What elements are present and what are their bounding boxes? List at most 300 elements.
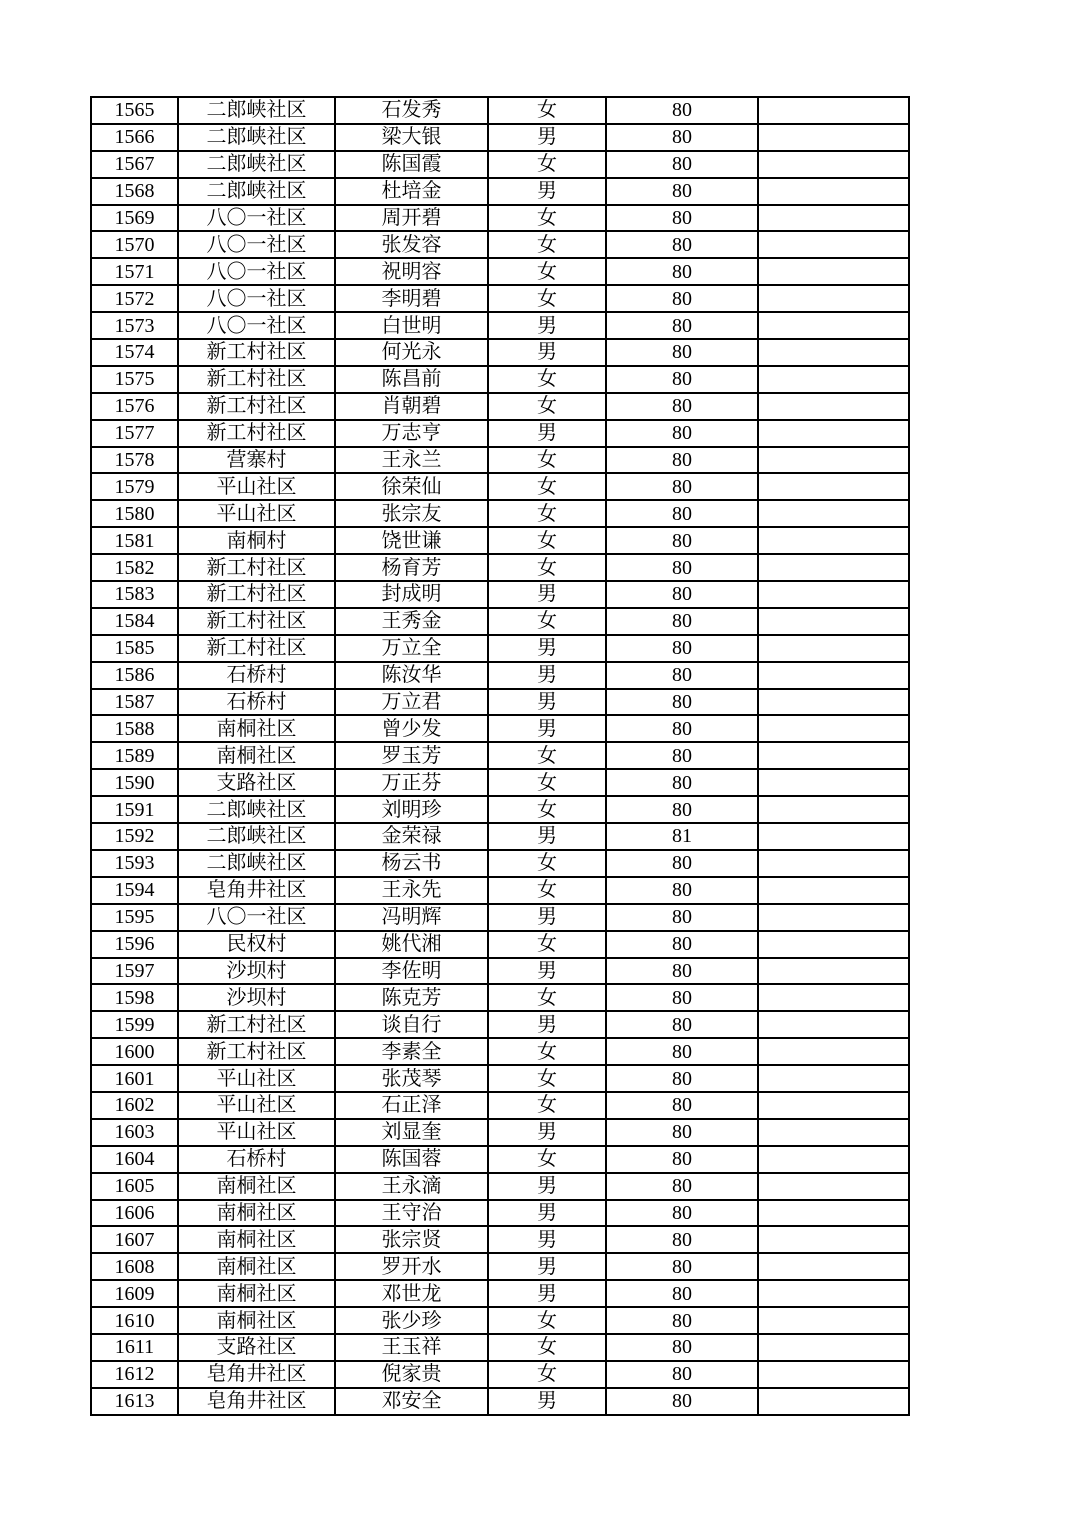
cell-gender: 男 [488,958,606,985]
cell-name: 王永先 [335,877,488,904]
cell-age: 80 [606,796,758,823]
cell-community: 支路社区 [178,769,335,796]
cell-age: 80 [606,662,758,689]
table-row [91,662,909,689]
cell-name: 陈克芳 [335,984,488,1011]
cell-age: 80 [606,1253,758,1280]
cell-name: 罗开水 [335,1253,488,1280]
cell-gender: 男 [488,339,606,366]
cell-name: 封成明 [335,581,488,608]
cell-id: 1603 [91,1119,178,1146]
cell-community: 二郎峡社区 [178,796,335,823]
cell-age: 80 [606,904,758,931]
cell-gender: 男 [488,1200,606,1227]
table-row [91,984,909,1011]
cell-age: 80 [606,1173,758,1200]
cell-age: 80 [606,151,758,178]
cell-note [758,635,909,662]
cell-community: 新工村社区 [178,1038,335,1065]
cell-note [758,527,909,554]
cell-note [758,689,909,716]
cell-community: 南桐社区 [178,742,335,769]
table-row [91,931,909,958]
cell-gender: 女 [488,285,606,312]
cell-gender: 男 [488,1226,606,1253]
table-row [91,635,909,662]
cell-id: 1595 [91,904,178,931]
table-row [91,1253,909,1280]
cell-age: 80 [606,769,758,796]
cell-community: 支路社区 [178,1334,335,1361]
cell-id: 1584 [91,608,178,635]
cell-note [758,877,909,904]
table-row [91,1119,909,1146]
cell-community: 八〇一社区 [178,285,335,312]
cell-gender: 男 [488,1280,606,1307]
table-row [91,447,909,474]
cell-community: 民权村 [178,931,335,958]
cell-gender: 女 [488,877,606,904]
cell-age: 80 [606,1065,758,1092]
cell-age: 80 [606,1038,758,1065]
cell-id: 1577 [91,420,178,447]
cell-note [758,1146,909,1173]
cell-gender: 男 [488,904,606,931]
cell-name: 曾少发 [335,715,488,742]
cell-name: 石发秀 [335,97,488,124]
cell-id: 1590 [91,769,178,796]
cell-name: 周开碧 [335,205,488,232]
cell-id: 1604 [91,1146,178,1173]
cell-community: 平山社区 [178,473,335,500]
cell-community: 皂角井社区 [178,1361,335,1388]
cell-age: 80 [606,420,758,447]
cell-age: 80 [606,554,758,581]
cell-id: 1602 [91,1092,178,1119]
cell-name: 陈昌前 [335,366,488,393]
cell-name: 张宗贤 [335,1226,488,1253]
table-row [91,1307,909,1334]
cell-note [758,1280,909,1307]
cell-note [758,151,909,178]
cell-gender: 女 [488,1146,606,1173]
cell-id: 1599 [91,1011,178,1038]
cell-note [758,1388,909,1415]
cell-id: 1581 [91,527,178,554]
table-row [91,1226,909,1253]
cell-community: 新工村社区 [178,581,335,608]
cell-note [758,393,909,420]
cell-name: 万立君 [335,689,488,716]
cell-community: 二郎峡社区 [178,823,335,850]
cell-age: 80 [606,97,758,124]
cell-name: 李素全 [335,1038,488,1065]
cell-community: 八〇一社区 [178,312,335,339]
cell-note [758,769,909,796]
table-row [91,904,909,931]
cell-community: 南桐社区 [178,1173,335,1200]
cell-name: 杨云书 [335,850,488,877]
cell-gender: 男 [488,689,606,716]
table-row [91,1146,909,1173]
cell-note [758,958,909,985]
cell-id: 1593 [91,850,178,877]
cell-name: 姚代湘 [335,931,488,958]
cell-note [758,500,909,527]
cell-id: 1568 [91,178,178,205]
cell-name: 邓世龙 [335,1280,488,1307]
cell-id: 1591 [91,796,178,823]
cell-note [758,904,909,931]
cell-name: 谈自行 [335,1011,488,1038]
cell-age: 81 [606,823,758,850]
cell-community: 八〇一社区 [178,904,335,931]
cell-community: 平山社区 [178,1119,335,1146]
cell-id: 1589 [91,742,178,769]
cell-name: 张发容 [335,231,488,258]
table-row [91,877,909,904]
cell-note [758,984,909,1011]
cell-gender: 女 [488,527,606,554]
cell-note [758,715,909,742]
cell-name: 徐荣仙 [335,473,488,500]
cell-community: 南桐社区 [178,1200,335,1227]
cell-name: 张宗友 [335,500,488,527]
cell-note [758,1092,909,1119]
table-row [91,1388,909,1415]
cell-gender: 女 [488,231,606,258]
table-body [91,97,909,1415]
cell-community: 新工村社区 [178,635,335,662]
cell-community: 新工村社区 [178,393,335,420]
cell-name: 金荣禄 [335,823,488,850]
cell-name: 刘明珍 [335,796,488,823]
table-row [91,420,909,447]
cell-age: 80 [606,178,758,205]
cell-age: 80 [606,1226,758,1253]
cell-gender: 女 [488,1092,606,1119]
cell-age: 80 [606,205,758,232]
cell-note [758,1307,909,1334]
table-row [91,958,909,985]
cell-community: 南桐村 [178,527,335,554]
cell-gender: 男 [488,581,606,608]
cell-id: 1586 [91,662,178,689]
cell-note [758,662,909,689]
cell-id: 1569 [91,205,178,232]
cell-id: 1576 [91,393,178,420]
cell-age: 80 [606,258,758,285]
table-row [91,608,909,635]
cell-gender: 女 [488,1334,606,1361]
cell-name: 杜培金 [335,178,488,205]
cell-gender: 女 [488,151,606,178]
cell-age: 80 [606,231,758,258]
cell-note [758,1200,909,1227]
cell-age: 80 [606,877,758,904]
cell-age: 80 [606,1280,758,1307]
cell-gender: 女 [488,742,606,769]
cell-note [758,420,909,447]
cell-age: 80 [606,742,758,769]
cell-id: 1609 [91,1280,178,1307]
cell-gender: 男 [488,312,606,339]
cell-gender: 男 [488,715,606,742]
cell-age: 80 [606,393,758,420]
cell-age: 80 [606,1146,758,1173]
cell-community: 南桐社区 [178,1280,335,1307]
table-row [91,1038,909,1065]
cell-community: 八〇一社区 [178,205,335,232]
cell-note [758,1361,909,1388]
cell-name: 祝明容 [335,258,488,285]
table-row [91,312,909,339]
cell-id: 1567 [91,151,178,178]
cell-age: 80 [606,1011,758,1038]
cell-gender: 女 [488,931,606,958]
cell-id: 1575 [91,366,178,393]
table-row [91,1334,909,1361]
cell-gender: 女 [488,393,606,420]
cell-name: 白世明 [335,312,488,339]
cell-id: 1606 [91,1200,178,1227]
cell-age: 80 [606,715,758,742]
cell-note [758,205,909,232]
cell-gender: 女 [488,473,606,500]
cell-note [758,231,909,258]
cell-note [758,473,909,500]
table-row [91,97,909,124]
cell-note [758,554,909,581]
cell-age: 80 [606,527,758,554]
table-row [91,689,909,716]
cell-age: 80 [606,1092,758,1119]
cell-community: 二郎峡社区 [178,178,335,205]
cell-note [758,97,909,124]
cell-id: 1573 [91,312,178,339]
cell-name: 王永滴 [335,1173,488,1200]
table-row [91,742,909,769]
table-row [91,527,909,554]
cell-note [758,850,909,877]
table-row [91,366,909,393]
cell-gender: 男 [488,635,606,662]
cell-name: 邓安全 [335,1388,488,1415]
cell-id: 1580 [91,500,178,527]
table-row [91,285,909,312]
table-row [91,231,909,258]
cell-age: 80 [606,689,758,716]
cell-note [758,1226,909,1253]
cell-note [758,1253,909,1280]
cell-community: 石桥村 [178,689,335,716]
cell-community: 南桐社区 [178,715,335,742]
cell-gender: 女 [488,500,606,527]
cell-gender: 男 [488,1173,606,1200]
cell-name: 杨育芳 [335,554,488,581]
cell-age: 80 [606,1119,758,1146]
cell-community: 沙坝村 [178,958,335,985]
cell-note [758,366,909,393]
cell-gender: 女 [488,447,606,474]
table-row [91,1361,909,1388]
cell-id: 1578 [91,447,178,474]
cell-note [758,931,909,958]
cell-id: 1600 [91,1038,178,1065]
cell-gender: 女 [488,205,606,232]
cell-id: 1607 [91,1226,178,1253]
cell-id: 1579 [91,473,178,500]
cell-community: 二郎峡社区 [178,151,335,178]
cell-note [758,285,909,312]
cell-id: 1611 [91,1334,178,1361]
cell-id: 1594 [91,877,178,904]
cell-name: 李明碧 [335,285,488,312]
cell-gender: 男 [488,823,606,850]
cell-age: 80 [606,984,758,1011]
cell-gender: 男 [488,420,606,447]
cell-id: 1597 [91,958,178,985]
cell-note [758,1334,909,1361]
cell-age: 80 [606,366,758,393]
cell-note [758,1119,909,1146]
cell-age: 80 [606,1361,758,1388]
cell-name: 李佐明 [335,958,488,985]
cell-age: 80 [606,1307,758,1334]
cell-note [758,258,909,285]
cell-age: 80 [606,1200,758,1227]
table-row [91,1200,909,1227]
cell-community: 新工村社区 [178,366,335,393]
cell-community: 二郎峡社区 [178,124,335,151]
cell-gender: 女 [488,984,606,1011]
cell-name: 万立全 [335,635,488,662]
cell-age: 80 [606,581,758,608]
cell-name: 陈国霞 [335,151,488,178]
cell-age: 80 [606,958,758,985]
cell-gender: 男 [488,1119,606,1146]
cell-gender: 女 [488,796,606,823]
cell-community: 新工村社区 [178,554,335,581]
cell-note [758,178,909,205]
cell-name: 何光永 [335,339,488,366]
cell-gender: 男 [488,662,606,689]
cell-age: 80 [606,500,758,527]
cell-name: 陈汝华 [335,662,488,689]
cell-id: 1596 [91,931,178,958]
cell-community: 八〇一社区 [178,258,335,285]
cell-community: 南桐社区 [178,1226,335,1253]
table-row [91,500,909,527]
cell-gender: 女 [488,366,606,393]
cell-age: 80 [606,1334,758,1361]
table-row [91,796,909,823]
cell-community: 新工村社区 [178,608,335,635]
table-row [91,554,909,581]
cell-name: 张茂琴 [335,1065,488,1092]
cell-id: 1565 [91,97,178,124]
cell-community: 南桐社区 [178,1307,335,1334]
cell-note [758,581,909,608]
table-row [91,151,909,178]
cell-gender: 男 [488,178,606,205]
cell-name: 王秀金 [335,608,488,635]
cell-community: 八〇一社区 [178,231,335,258]
cell-age: 80 [606,473,758,500]
cell-id: 1608 [91,1253,178,1280]
cell-id: 1572 [91,285,178,312]
cell-note [758,339,909,366]
cell-id: 1574 [91,339,178,366]
cell-community: 新工村社区 [178,1011,335,1038]
cell-note [758,1038,909,1065]
cell-gender: 女 [488,1038,606,1065]
cell-gender: 男 [488,124,606,151]
table-row [91,124,909,151]
cell-name: 罗玉芳 [335,742,488,769]
cell-id: 1592 [91,823,178,850]
cell-gender: 女 [488,1307,606,1334]
cell-note [758,608,909,635]
table-row [91,769,909,796]
cell-id: 1612 [91,1361,178,1388]
table-row [91,339,909,366]
cell-community: 南桐社区 [178,1253,335,1280]
cell-id: 1585 [91,635,178,662]
table-row [91,1065,909,1092]
cell-name: 冯明辉 [335,904,488,931]
cell-name: 陈国蓉 [335,1146,488,1173]
cell-note [758,1065,909,1092]
cell-age: 80 [606,850,758,877]
cell-age: 80 [606,285,758,312]
cell-age: 80 [606,124,758,151]
cell-name: 王玉祥 [335,1334,488,1361]
table-row [91,715,909,742]
cell-community: 二郎峡社区 [178,850,335,877]
table-row [91,205,909,232]
cell-name: 饶世谦 [335,527,488,554]
cell-community: 新工村社区 [178,420,335,447]
cell-id: 1605 [91,1173,178,1200]
cell-id: 1598 [91,984,178,1011]
cell-age: 80 [606,312,758,339]
cell-note [758,312,909,339]
cell-community: 石桥村 [178,1146,335,1173]
cell-note [758,447,909,474]
cell-gender: 男 [488,1253,606,1280]
cell-name: 万正芬 [335,769,488,796]
cell-name: 肖朝碧 [335,393,488,420]
cell-id: 1566 [91,124,178,151]
cell-id: 1601 [91,1065,178,1092]
cell-id: 1610 [91,1307,178,1334]
cell-id: 1570 [91,231,178,258]
table-row [91,581,909,608]
cell-name: 万志亨 [335,420,488,447]
table-row [91,1280,909,1307]
cell-note [758,124,909,151]
cell-community: 沙坝村 [178,984,335,1011]
cell-age: 80 [606,931,758,958]
cell-note [758,796,909,823]
cell-note [758,742,909,769]
table-row [91,1092,909,1119]
cell-community: 平山社区 [178,1092,335,1119]
cell-note [758,1011,909,1038]
table-row [91,473,909,500]
cell-gender: 女 [488,554,606,581]
